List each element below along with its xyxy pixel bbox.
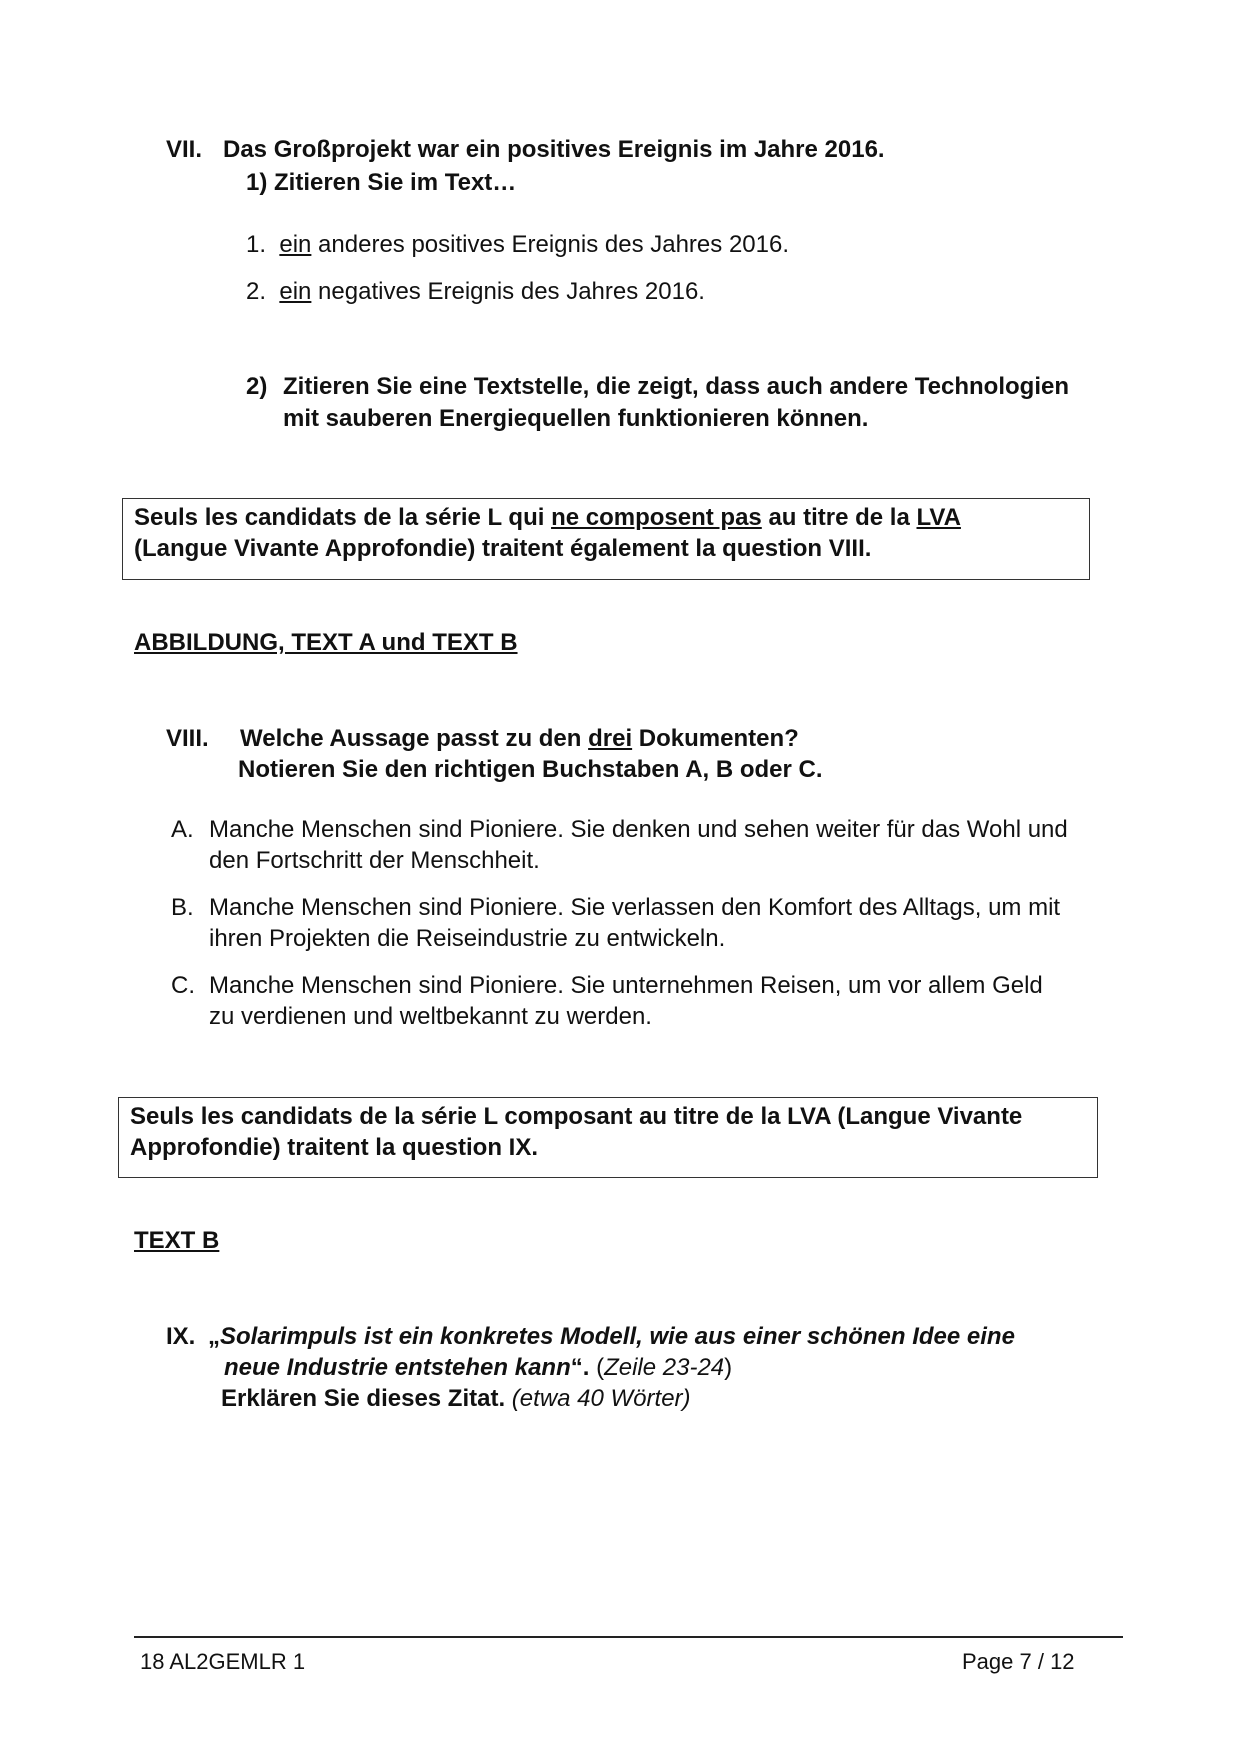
footer-page-number: Page 7 / 12 [962,1649,1075,1674]
question-7-number: VII. [166,136,203,163]
option-a-letter: A. [171,816,194,843]
question-7-sub2-number: 2) [246,373,268,400]
option-c-letter: C. [171,972,195,999]
question-9-number: IX. [166,1323,196,1350]
question-7-item [246,276,705,307]
item-underlined-word: ein [279,278,312,305]
question-7-sub2-line1: Zitieren Sie eine Textstelle, die zeigt, dass auch andere Technologien [283,373,1069,400]
reference-paren: ) [724,1354,733,1381]
item-number: 1. [246,231,267,258]
option-b-letter: B. [171,894,194,921]
notice-underlined: ne composent pas [551,504,762,531]
notice-text: au titre de la [761,504,917,531]
question-8-line1 [240,723,799,755]
word-count-hint: (etwa 40 Wörter) [505,1385,691,1412]
question-underlined: drei [588,725,633,752]
question-8-number: VIII. [166,725,209,752]
notice-box-1-line1 [134,502,961,533]
notice-box-1-line2: (Langue Vivante Approfondie) traitent également la question VIII. [134,535,872,562]
option-b-line2: ihren Projekten die Reiseindustrie zu entwickeln. [209,925,726,952]
item-text: anderes positives Ereignis des Jahres 2016. [311,231,789,258]
question-7-title: Das Großprojekt war ein positives Ereignis im Jahre 2016. [223,136,885,163]
item-text: negatives Ereignis des Jahres 2016. [311,278,705,305]
option-c-line1: Manche Menschen sind Pioniere. Sie unternehmen Reisen, um vor allem Geld [209,972,1043,999]
question-7-item [246,229,789,260]
quote-text: neue Industrie entstehen kann [224,1354,571,1381]
notice-box-2-line1: Seuls les candidats de la série L composant au titre de la LVA (Langue Vivante [130,1103,1023,1130]
option-b-line1: Manche Menschen sind Pioniere. Sie verlassen den Komfort des Alltags, um mit [209,894,1061,921]
option-a-line2: den Fortschritt der Menschheit. [209,847,540,874]
quote-text: Solarimpuls ist ein konkretes Modell, wie aus einer schönen Idee eine [220,1323,1015,1350]
question-text: Dokumenten? [632,725,799,752]
instruction-text: Erklären Sie dieses Zitat. [221,1385,506,1412]
section-heading-1: ABBILDUNG, TEXT A und TEXT B [134,629,518,656]
section-heading-2: TEXT B [134,1227,220,1254]
notice-underlined: LVA [916,504,961,531]
reference-paren: ( [589,1354,605,1381]
quote-mark: „ [208,1323,220,1350]
question-9-quote-line1 [208,1321,1015,1353]
question-9-instruction [221,1383,691,1415]
question-7-sub2-line2: mit sauberen Energiequellen funktionieren können. [283,405,869,432]
option-c-line2: zu verdienen und weltbekannt zu werden. [209,1003,652,1030]
item-number: 2. [246,278,267,305]
quote-mark: “. [570,1354,590,1381]
question-8-line2: Notieren Sie den richtigen Buchstaben A, B oder C. [238,756,823,783]
question-text: Welche Aussage passt zu den [240,725,589,752]
item-underlined-word: ein [279,231,312,258]
line-reference: Zeile 23-24 [604,1354,725,1381]
notice-text: Seuls les candidats de la série L qui [134,504,552,531]
question-7-sub1: 1) Zitieren Sie im Text… [246,169,517,196]
footer-exam-code: 18 AL2GEMLR 1 [140,1649,306,1674]
footer-rule [134,1636,1123,1638]
question-9-quote-line2 [224,1352,732,1384]
notice-box-2-line2: Approfondie) traitent la question IX. [130,1134,538,1161]
option-a-line1: Manche Menschen sind Pioniere. Sie denken und sehen weiter für das Wohl und [209,816,1068,843]
